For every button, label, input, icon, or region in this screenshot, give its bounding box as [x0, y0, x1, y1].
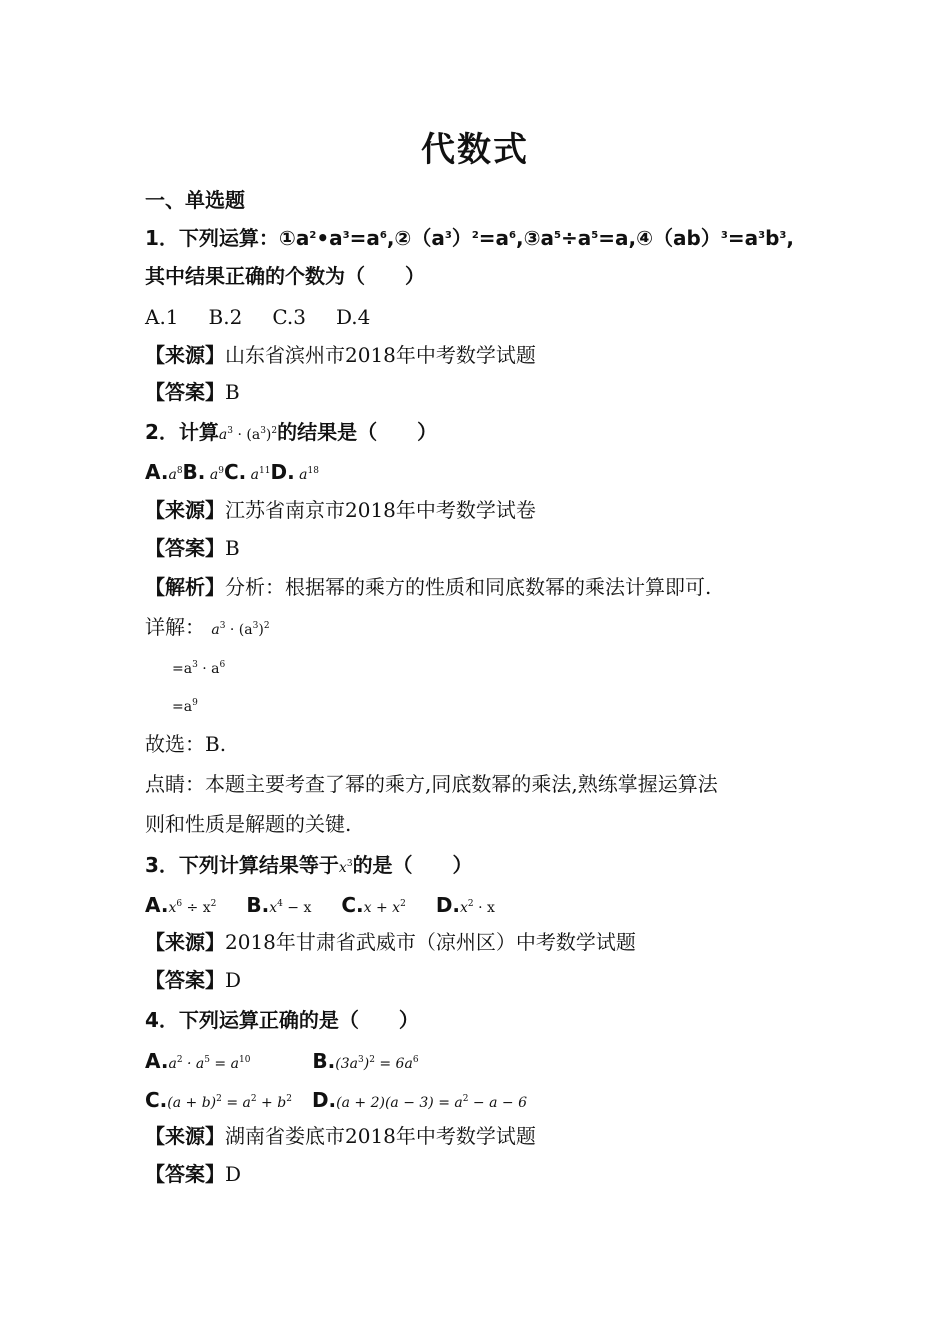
- option-b: B.2: [208, 305, 243, 329]
- question-2-options: $A.a^8B$. $a^9C$. $a^{11}D$. $a^{18}$: [145, 460, 319, 484]
- question-3-answer: 【答案】D: [145, 968, 242, 992]
- question-2-answer: 【答案】B: [145, 536, 240, 560]
- question-4-answer: 【答案】D: [145, 1162, 242, 1186]
- section-heading: 一、单选题: [145, 188, 245, 212]
- question-1-line-2: 其中结果正确的个数为（ ）: [145, 264, 425, 288]
- question-1-line-1: 1．下列运算：$①a^2•a^3=a^6,②(a^3)^2=a^6,③a^5\div a^5=a,④(ab)^3=a^3b^3$,: [145, 226, 794, 250]
- question-4-stem: 4．下列运算正确的是（ ）: [145, 1008, 419, 1032]
- question-2-stem: 2．计算$a^3 \cdot (a^3)^2$的结果是（ ）: [145, 420, 438, 444]
- question-2-source: 【来源】江苏省南京市2018年中考数学试卷: [145, 498, 536, 522]
- option-a: A.1: [145, 305, 179, 329]
- question-4-options-row-2: $C.(a + b)^2 = a^2 + b^2$ $D.(a + 2)(a - 3) = a^2 - a - 6$: [145, 1088, 527, 1112]
- question-4-source: 【来源】湖南省娄底市2018年中考数学试题: [145, 1124, 536, 1148]
- question-2-step-2: $=a^9$: [172, 698, 198, 715]
- question-2-choice: 故选：B.: [145, 732, 227, 756]
- question-2-comment-line-2: 则和性质是解题的关键.: [145, 812, 352, 836]
- page-title: 代数式: [421, 130, 529, 170]
- question-1-options: [145, 303, 370, 331]
- option-c: C.3: [272, 305, 306, 329]
- question-3-source: 【来源】2018年甘肃省武威市（凉州区）中考数学试题: [145, 930, 636, 954]
- option-d: D.4: [335, 305, 371, 329]
- question-2-analysis: 【解析】分析：根据幂的乘方的性质和同底数幂的乘法计算即可.: [145, 575, 712, 599]
- question-2-detail: 详解： $a^3 \cdot (a^3)^2$: [145, 615, 270, 639]
- question-1-answer: 【答案】B: [145, 380, 240, 404]
- question-1-source: 【来源】山东省滨州市2018年中考数学试题: [145, 343, 536, 367]
- question-4-options-row-1: $A.a^2 \cdot a^5 = a^{10}$ $B.(3a^3)^2 = 6a^6$: [145, 1049, 419, 1073]
- question-3-stem: 3．下列计算结果等于$x^3$的是（ ）: [145, 853, 473, 877]
- math-expression: $a^3 \cdot (a^3)^2$: [218, 426, 278, 443]
- question-2-comment-line-1: 点睛：本题主要考查了幂的乘方,同底数幂的乘法,熟练掌握运算法: [145, 772, 718, 796]
- question-number: 1．: [145, 226, 179, 250]
- question-2-step-1: $=a^3 \cdot a^6$: [172, 660, 226, 677]
- question-3-options: $A.x^6 \div x^2$ $B.x^4 - x$ $C.x + x^2$ $D.x^2 \cdot x$: [145, 893, 495, 917]
